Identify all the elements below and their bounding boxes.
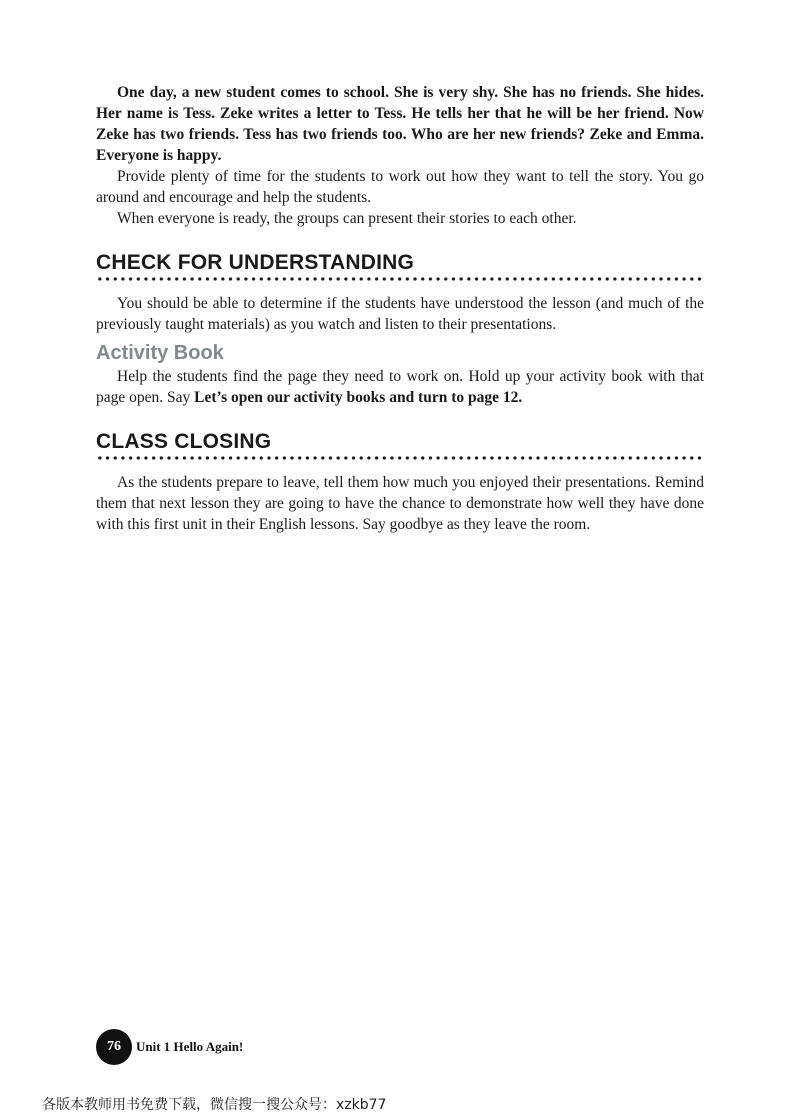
story-text: One day, a new student comes to school. She is very shy. She has no friends. She hides. Her name is Tess. Zeke writes a letter to Tess. He tells her that he will be her friend. Now Zeke has two friends. Tess has two friends too. Who are her new friends? Zeke and Emma. Everyone is happy. xyxy=(96,84,704,164)
page-footer xyxy=(96,1029,243,1065)
section-heading-text: CLASS CLOSING xyxy=(96,430,272,453)
unit-title: Unit 1 Hello Again! xyxy=(136,1039,244,1054)
page-content xyxy=(96,82,704,535)
class-closing-paragraph: As the students prepare to leave, tell them how much you enjoyed their presentations. Remind them that next lesson they are going to have the chance to demonstrate how well they have done with this first unit in their English lessons. Say goodbye as they leave the room. xyxy=(96,474,704,533)
activity-book-paragraph xyxy=(96,366,704,408)
activity-book-heading: Activity Book xyxy=(96,342,224,364)
dotted-divider xyxy=(96,277,704,281)
section-heading-text: CHECK FOR UNDERSTANDING xyxy=(96,251,415,274)
instruction-paragraph: When everyone is ready, the groups can present their stories to each other. xyxy=(117,210,577,227)
watermark-text: 各版本教师用书免费下载，微信搜一搜公众号：xzkb77 xyxy=(42,1097,387,1113)
instruction-paragraph: Provide plenty of time for the students to work out how they want to tell the story. You go around and encourage and help the students. xyxy=(96,168,704,206)
dotted-divider xyxy=(96,456,704,460)
class-closing-heading xyxy=(96,430,704,460)
page-number-badge: 76 xyxy=(96,1029,132,1065)
activity-book-text: Help the students find the page they need to work on. Hold up your activity book with that page open. Say xyxy=(96,368,704,406)
check-paragraph: You should be able to determine if the students have understood the lesson (and much of the previously taught materials) as you watch and listen to their presentations. xyxy=(96,295,704,333)
activity-book-say-text: Let’s open our activity books and turn to page 12. xyxy=(194,389,523,406)
check-for-understanding-heading xyxy=(96,251,704,281)
